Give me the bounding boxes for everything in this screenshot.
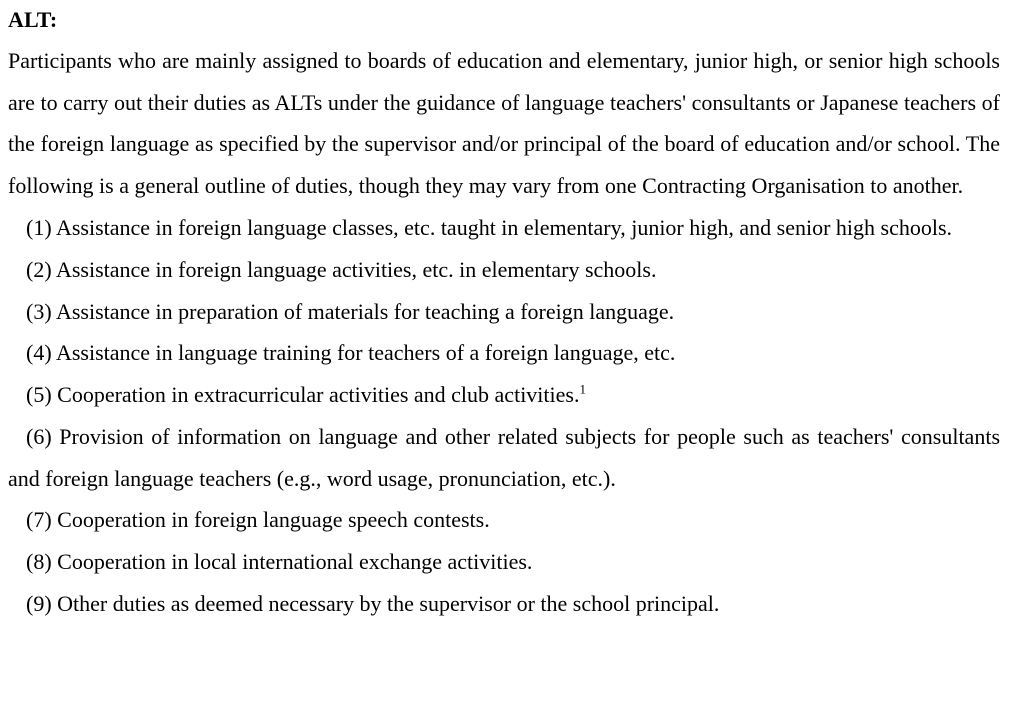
list-item [8, 583, 1000, 625]
list-item-number: (9) [26, 591, 52, 617]
duties-list [8, 207, 1000, 625]
list-item-number: (6) [26, 423, 52, 449]
list-item-number: (4) [26, 340, 52, 366]
list-item-number: (3) [26, 298, 52, 324]
list-item-text: Cooperation in local international exchange activities. [51, 549, 533, 575]
list-item [8, 416, 1000, 500]
list-item-text: Assistance in foreign language activities, etc. in elementary schools. [51, 256, 657, 282]
footnote-marker: 1 [579, 381, 586, 397]
list-item-number: (1) [26, 214, 52, 240]
list-item-text: Assistance in foreign language classes, etc. taught in elementary, junior high, and senior high schools. [51, 214, 953, 240]
list-item [8, 207, 1000, 249]
page-title: ALT: [8, 7, 58, 32]
list-item [8, 332, 1000, 374]
list-item-text: Cooperation in extracurricular activities and club activities. [51, 382, 580, 408]
list-item-text: Assistance in preparation of materials for teaching a foreign language. [51, 298, 675, 324]
list-item-number: (5) [26, 382, 52, 408]
list-item [8, 541, 1000, 583]
list-item-text: Other duties as deemed necessary by the supervisor or the school principal. [51, 591, 720, 617]
list-item-number: (8) [26, 549, 52, 575]
list-item-text: Provision of information on language and other related subjects for people such as teachers' consultants and foreign language teachers (e.g., word usage, pronunciation, etc.). [8, 423, 1000, 491]
list-item [8, 291, 1000, 333]
list-item [8, 499, 1000, 541]
list-item [8, 374, 1000, 416]
intro-paragraph: Participants who are mainly assigned to boards of education and elementary, junior high, or senior high schools are to carry out their duties as ALTs under the guidance of language teachers' consultants or Japanese teachers of the foreign language as specified by the supervisor and/or principal of the board of education and/or school. The following is a general outline of duties, though they may vary from one Contracting Organisation to another. [8, 47, 1000, 199]
list-item-text: Cooperation in foreign language speech contests. [51, 507, 490, 533]
list-item [8, 249, 1000, 291]
list-item-number: (2) [26, 256, 52, 282]
list-item-text: Assistance in language training for teachers of a foreign language, etc. [51, 340, 676, 366]
list-item-number: (7) [26, 507, 52, 533]
